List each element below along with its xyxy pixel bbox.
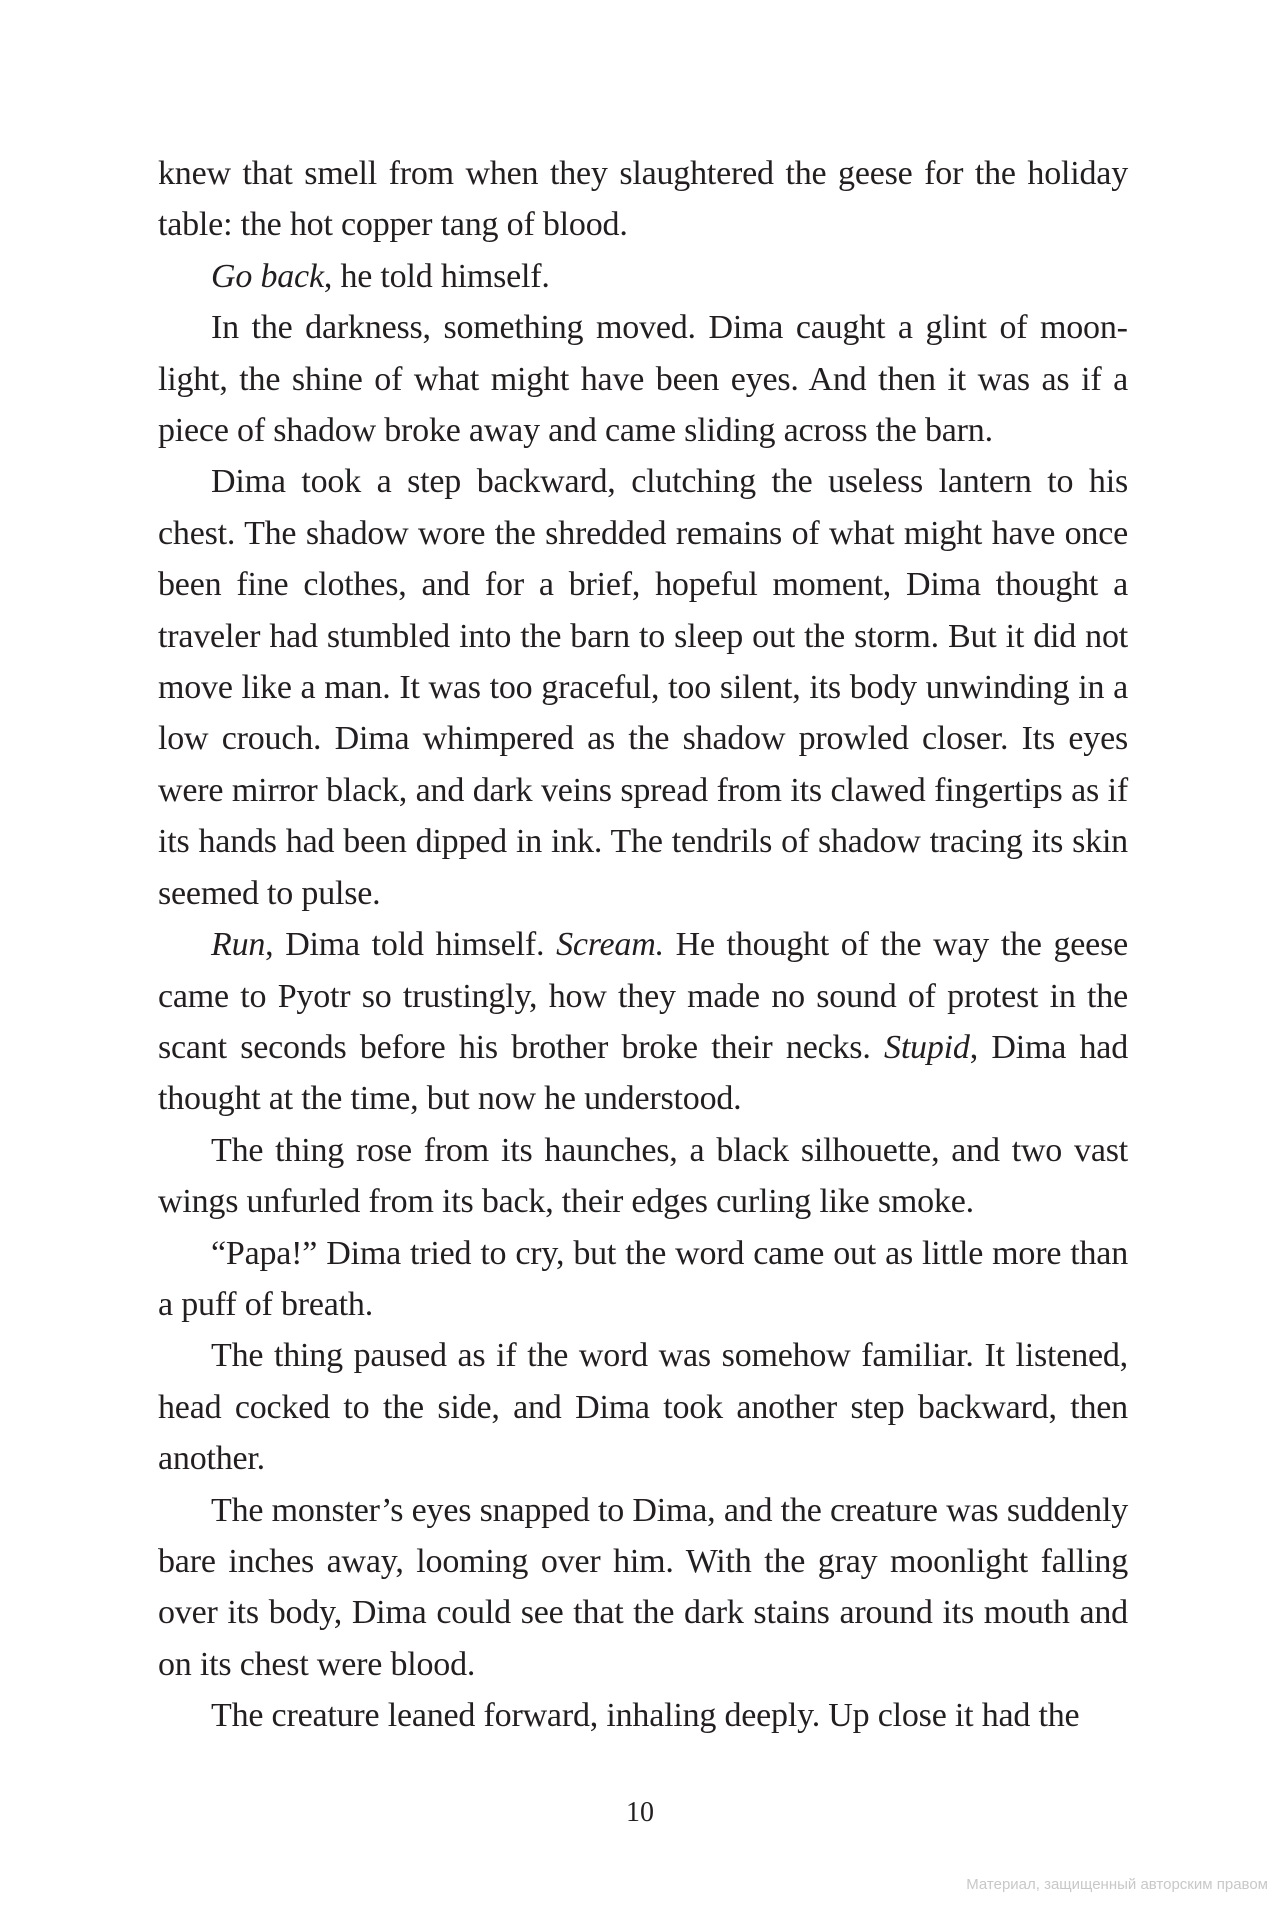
italic-text: Stupid (884, 1028, 970, 1066)
text-run: The thing paused as if the word was somehow familiar. It listened, head cocked to the side, and Dima took another step backward, then another. (158, 1337, 1128, 1478)
paragraph (158, 1125, 1128, 1228)
text-run: , he told himself. (323, 257, 550, 295)
copyright-watermark: Материал, защищенный авторским правом (966, 1876, 1268, 1893)
text-run: “Papa!” Dima tried to cry, but the word came out as little more than a puff of breath. (158, 1234, 1128, 1323)
paragraph (158, 1330, 1128, 1484)
text-run: He thought of the way the geese came to Pyotr so trustingly, how they made no sound of protest in the scant seconds before his brother broke their necks. (158, 926, 1128, 1066)
paragraph (158, 302, 1128, 456)
italic-text: Scream. (556, 926, 664, 964)
text-run: knew that smell from when they slaughtered the geese for the holiday table: the hot copper tang of blood. (158, 155, 1128, 244)
paragraph (158, 456, 1128, 919)
italic-text: Run (211, 926, 266, 964)
text-run: The monster’s eyes snapped to Dima, and the creature was suddenly bare inches away, looming over him. With the gray moonlight falling over its body, Dima could see that the dark stains around its mouth and on its chest were blood. (158, 1491, 1128, 1683)
page-number: 10 (626, 1797, 654, 1828)
paragraph (158, 251, 1128, 302)
text-run: The thing rose from its haunches, a black silhouette, and two vast wings unfurled from its back, their edges curling like smoke. (158, 1131, 1128, 1221)
paragraph (158, 1228, 1128, 1331)
italic-text: Go back (211, 257, 324, 295)
text-run: In the darkness, something moved. Dima caught a glint of moonlight, the shine of what might have been eyes. And then it was as if a piece of shadow broke away and came sliding across the barn. (158, 309, 1128, 450)
paragraph (158, 1690, 1128, 1741)
text-run: , Dima told himself. (265, 926, 557, 964)
paragraph (158, 1485, 1128, 1691)
page-body (158, 148, 1128, 1742)
text-run: The creature leaned forward, inhaling deeply. Up close it had the (211, 1697, 1080, 1735)
paragraph (158, 148, 1128, 251)
paragraph (158, 919, 1128, 1125)
text-run: Dima took a step backward, clutching the useless lantern to his chest. The shadow wore the shredded remains of what might have once been fine clothes, and for a brief, hopeful moment, Dima thought a traveler had stumbled into the barn to sleep out the storm. But it did not move like a man. It was too graceful, too silent, its body unwinding in a low crouch. Dima whimpered as the shadow prowled closer. Its eyes were mirror black, and dark veins spread from its clawed fingertips as if its hands had been dipped in ink. The tendrils of shadow tracing its skin seemed to pulse. (158, 463, 1128, 912)
text-run: , Dima had thought at the time, but now he understood. (158, 1028, 1128, 1118)
